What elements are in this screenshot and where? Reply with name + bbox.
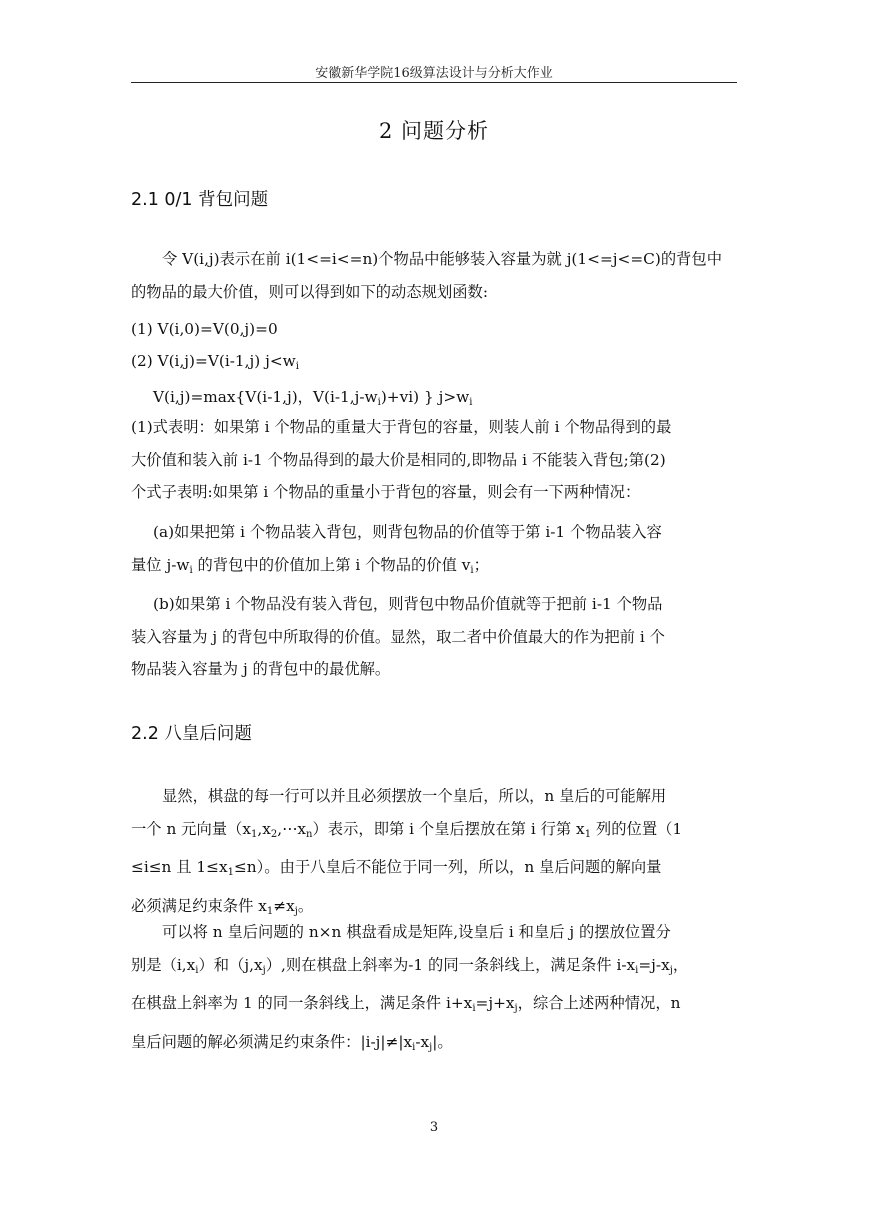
text-fragment: ； (473, 555, 489, 574)
queens-paragraph-2 (131, 916, 737, 1064)
text-fragment: |。 (432, 1032, 453, 1051)
subscript: i (472, 1003, 476, 1014)
text-fragment: 一个 n 元向量（x (131, 819, 251, 838)
subscript: i (635, 964, 639, 976)
knapsack-explanation (131, 411, 737, 509)
subscript: i (195, 964, 199, 976)
subscript: 1 (227, 867, 234, 878)
text-line: (b)如果第 i 个物品没有装入背包，则背包中物品价值就等于把前 i-1 个物品 (153, 595, 663, 613)
text-line (131, 813, 737, 852)
text-line (131, 987, 737, 1026)
subscript: i (469, 397, 473, 408)
text-fragment: 列的位置（1 (591, 819, 683, 838)
text-fragment: 。 (297, 896, 314, 915)
formula-text: (2) V(i,j)=V(i-1,j) j<w (131, 352, 296, 370)
text-fragment: -x (415, 1032, 430, 1051)
text-line (131, 549, 737, 588)
subscript: 1 (251, 828, 258, 840)
text-fragment: ）,则在棋盘上斜率为-1 的同一条斜线上，满足条件 i-x (265, 955, 636, 974)
formula-2 (131, 352, 299, 372)
text-fragment: 的背包中的价值加上第 i 个物品的价值 v (192, 555, 471, 574)
subscript: 1 (266, 905, 274, 917)
text-line: 的物品的最大价值，则可以得到如下的动态规划函数: (131, 282, 488, 301)
text-line (131, 1026, 737, 1065)
chapter-title: 2 问题分析 (378, 119, 490, 143)
running-header: 安徽新华学院16级算法设计与分析大作业 (315, 66, 553, 81)
knapsack-case-b (131, 588, 737, 686)
text-fragment: ,x (257, 819, 271, 838)
header-rule (131, 82, 737, 83)
text-fragment: =j-x (638, 955, 670, 974)
text-fragment: ，综合上述两种情况，n (517, 994, 681, 1012)
text-line: 大价值和装入前 i-1 个物品得到的最大价是相同的,即物品 i 不能装入背包;第(2) (131, 450, 666, 469)
text-fragment: ≤i≤n 且 1≤x (131, 858, 228, 876)
subscript: n (306, 828, 313, 840)
text-line (131, 851, 737, 890)
text-line: 装入容量为 j 的背包中所取得的价值。显然，取二者中价值最大的作为把前 i 个 (131, 627, 665, 646)
subscript: j (514, 1003, 518, 1014)
queens-paragraph-1 (131, 780, 737, 928)
subscript: j (429, 1041, 433, 1053)
page-number: 3 (429, 1120, 439, 1135)
text-line: (a)如果把第 i 个物品装入背包，则背包物品的价值等于第 i-1 个物品装入容 (153, 523, 662, 541)
subscript: i (412, 1041, 416, 1053)
text-fragment: 必须满足约束条件 x (131, 896, 267, 915)
text-fragment: 皇后问题的解必须满足约束条件：|i-j|≠|x (131, 1032, 413, 1051)
text-fragment: 量位 j-w (131, 555, 190, 574)
text-fragment: ）表示，即第 i 个皇后摆放在第 i 行第 x (312, 819, 585, 838)
formula-1: (1) V(i,0)=V(0,j)=0 (131, 320, 278, 338)
text-line: 显然，棋盘的每一行可以并且必须摆放一个皇后，所以，n 皇后的可能解用 (162, 787, 667, 805)
text-line: 个式子表明:如果第 i 个物品的重量小于背包的容量，则会有一下两种情况： (131, 483, 641, 501)
section-heading-eight-queens: 2.2 八皇后问题 (131, 724, 252, 744)
text-fragment: ≠x (273, 896, 295, 915)
subscript: i (377, 397, 381, 408)
text-line: 物品装入容量为 j 的背包中的最优解。 (131, 660, 391, 678)
text-fragment: ， (672, 955, 689, 974)
formula-text: )+vi) } j>w (380, 388, 470, 406)
subscript: 2 (270, 828, 278, 840)
knapsack-case-a (131, 516, 737, 587)
text-line: 可以将 n 皇后问题的 n×n 棋盘看成是矩阵,设皇后 i 和皇后 j 的摆放位置分 (162, 923, 671, 941)
text-line: (1)式表明：如果第 i 个物品的重量大于背包的容量，则装人前 i 个物品得到的最 (131, 418, 672, 436)
section-heading-knapsack: 2.1 0/1 背包问题 (131, 190, 269, 210)
subscript: i (189, 564, 193, 576)
subscript: j (262, 964, 266, 976)
subscript: i (295, 361, 299, 372)
text-fragment: 在棋盘上斜率为 1 的同一条斜线上，满足条件 i+x (131, 994, 473, 1012)
subscript: i (470, 564, 474, 576)
subscript: j (294, 905, 298, 917)
text-fragment: 别是（i,x (131, 955, 196, 974)
knapsack-intro (131, 243, 737, 308)
formula-text: V(i,j)=max{V(i-1,j)，V(i-1,j-w (153, 388, 378, 406)
text-fragment: ≤n）。由于八皇后不能位于同一列，所以，n 皇后问题的解向量 (233, 858, 662, 876)
formula-3 (153, 385, 472, 408)
text-line (131, 949, 737, 988)
subscript: 1 (584, 828, 592, 840)
text-fragment: ）和（j,x (198, 955, 263, 974)
subscript: j (669, 964, 673, 976)
text-fragment: =j+x (475, 994, 515, 1012)
text-fragment: ,⋯x (277, 819, 307, 838)
text-line: 令 V(i,j)表示在前 i(1<=i<=n)个物品中能够装入容量为就 j(1<=j<=C)的背包中 (162, 250, 723, 268)
